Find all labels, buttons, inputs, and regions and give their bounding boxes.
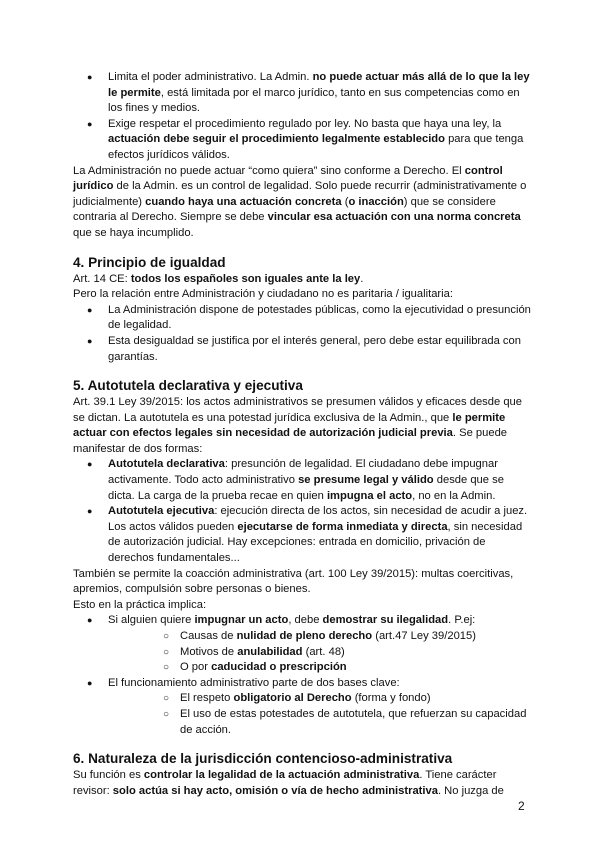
text-run: ) que se considere contraria al Derecho. Siempre se debe — [73, 195, 496, 224]
section-6-heading: 6. Naturaleza de la jurisdicción contencioso-administrativa — [73, 751, 453, 767]
text-run: Motivos de — [180, 645, 238, 658]
bold-text: o inacción — [348, 195, 404, 208]
sub-list — [108, 691, 531, 738]
list-item — [73, 117, 531, 164]
intro-list — [73, 70, 531, 164]
bold-text: impugna el acto — [326, 489, 413, 502]
text-run: Art. 39.1 Ley 39/2015: los actos administrativos se presumen válidos y eficaces desde que se dictan. La autotutela es una potestad jurídica exclusiva de la Admin., que — [73, 396, 522, 424]
sub-list-item — [108, 660, 531, 676]
text-run: desde que se dicta. La carga de la prueba recae en quien — [108, 474, 504, 502]
text-run: Su función es — [73, 769, 144, 782]
text-run: El uso de estas potestades de autotutela, que refuerzan su capacidad de acción. — [180, 707, 527, 736]
sub-list-item — [108, 691, 531, 707]
sub-list-item — [108, 707, 531, 738]
bold-text: actuación debe seguir el procedimiento legalmente establecido — [108, 133, 445, 146]
bold-text: vincular esa actuación con una norma concreta — [267, 211, 521, 224]
bold-text: se presume legal y válido — [298, 474, 434, 487]
list-item-text — [108, 613, 531, 629]
list-item — [73, 70, 531, 117]
section-4-line — [73, 272, 531, 288]
text-run: La Administración dispone de potestades públicas, como la ejecutividad o presunción de legalidad. — [108, 303, 531, 332]
bold-text: le permite actuar con efectos legales sin necesidad de autorización judicial previa — [73, 411, 506, 440]
bold-text: no puede actuar más allá de lo que la ley le permite — [108, 71, 530, 99]
text-run: O por — [180, 661, 212, 674]
text-run: (forma y fondo) — [351, 692, 431, 705]
section-5-paragraph — [73, 395, 531, 457]
bold-text: controlar la legalidad de la actuación administrativa — [143, 769, 420, 782]
bold-text: demostrar su ilegalidad — [322, 614, 449, 627]
text-run: El respeto — [180, 692, 234, 705]
implications-list — [73, 613, 531, 738]
text-run: Limita el poder administrativo. La Admin. — [108, 71, 313, 83]
text-run: . Tiene carácter revisor: — [73, 769, 497, 797]
text-run: . No juzga de — [437, 784, 504, 797]
sub-list-item — [108, 645, 531, 661]
text-run: : ejecución directa de los actos, sin necesidad de acudir a juez. Los actos válidos pueden — [108, 505, 528, 533]
bold-text: anulabilidad — [237, 645, 303, 658]
text-run: , está limitada por el marco jurídico, tanto en sus competencias como en los fines y medios. — [108, 86, 520, 115]
text-run: Art. 14 CE: — [73, 272, 131, 285]
section-4-list — [73, 303, 531, 365]
text-run: , debe — [288, 614, 323, 627]
bold-text: ejecutarse de forma inmediata y directa — [237, 520, 448, 533]
intro-paragraph — [73, 164, 531, 242]
section-5-paragraph — [73, 598, 531, 614]
sub-list-item — [108, 629, 531, 645]
text-run: El funcionamiento administrativo parte de dos bases clave: — [108, 676, 400, 689]
text-run: : presunción de legalidad. El ciudadano debe impugnar activamente. Todo acto administrativo — [108, 458, 498, 487]
section-4-line — [73, 287, 531, 303]
text-run: Si alguien quiere — [108, 614, 195, 627]
text-run: (art.47 Ley 39/2015) — [372, 630, 476, 642]
text-run: que se haya incumplido. — [73, 226, 194, 239]
list-item — [73, 334, 531, 365]
text-run: (art. 48) — [302, 645, 345, 658]
bold-text: Autotutela declarativa — [108, 458, 225, 471]
bold-text: Autotutela ejecutiva — [108, 505, 215, 518]
text-run: . — [360, 272, 364, 285]
list-item — [73, 676, 531, 738]
bold-text: solo actúa si hay acto, omisión o vía de hecho administrativa — [112, 784, 438, 797]
text-run: , no en la Admin. — [412, 489, 496, 502]
list-item — [73, 303, 531, 334]
text-run: Esto en la práctica implica: — [73, 598, 207, 611]
section-6-paragraph — [73, 768, 531, 799]
text-run: . Se puede manifestar de dos formas: — [73, 427, 508, 455]
list-item — [73, 457, 531, 504]
section-5-list — [73, 457, 531, 566]
bold-text: cuando haya una actuación concreta — [145, 195, 342, 208]
text-run: Pero la relación entre Administración y ciudadano no es paritaria / igualitaria: — [73, 288, 453, 301]
bold-text: obligatorio al Derecho — [233, 692, 352, 705]
text-run: , sin necesidad de autorización judicial. Hay excepciones: entrada en domicilio, privación de derechos fundamentales... — [108, 520, 523, 565]
section-5-heading: 5. Autotutela declarativa y ejecutiva — [73, 378, 303, 394]
bold-text: nulidad de pleno derecho — [236, 630, 373, 642]
bold-text: todos los españoles son iguales ante la ley — [130, 272, 361, 285]
text-run: . P.ej: — [448, 614, 476, 627]
text-run: También se permite la coacción administrativa (art. 100 Ley 39/2015): multas coercitivas, apremios, compulsión sobre personas o bienes. — [73, 567, 514, 596]
text-run: La Administración no puede actuar “como quiera” sino conforme a Derecho. El — [73, 164, 465, 177]
text-run: Esta desigualdad se justifica por el interés general, pero debe estar equilibrada con garantías. — [108, 334, 521, 363]
list-item — [73, 613, 531, 675]
page-content — [73, 70, 531, 799]
bold-text: caducidad o prescripción — [211, 661, 347, 674]
sub-list — [108, 629, 531, 676]
text-run: para que tenga efectos jurídicos válidos. — [108, 133, 524, 161]
text-run: Exige respetar el procedimiento regulado por ley. No basta que haya una ley, la — [108, 117, 502, 130]
text-run: ( — [341, 195, 349, 208]
list-item — [73, 504, 531, 566]
text-run: de la Admin. es un control de legalidad. Solo puede recurrir (administrativamente o judicialmente) — [73, 180, 527, 208]
text-run: Causas de — [180, 630, 237, 642]
section-4-heading: 4. Principio de igualdad — [73, 254, 226, 270]
section-5-paragraph — [73, 567, 531, 598]
list-item-text — [108, 676, 531, 692]
page-number: 2 — [518, 799, 525, 813]
bold-text: impugnar un acto — [194, 614, 289, 627]
bold-text: control jurídico — [73, 164, 503, 193]
